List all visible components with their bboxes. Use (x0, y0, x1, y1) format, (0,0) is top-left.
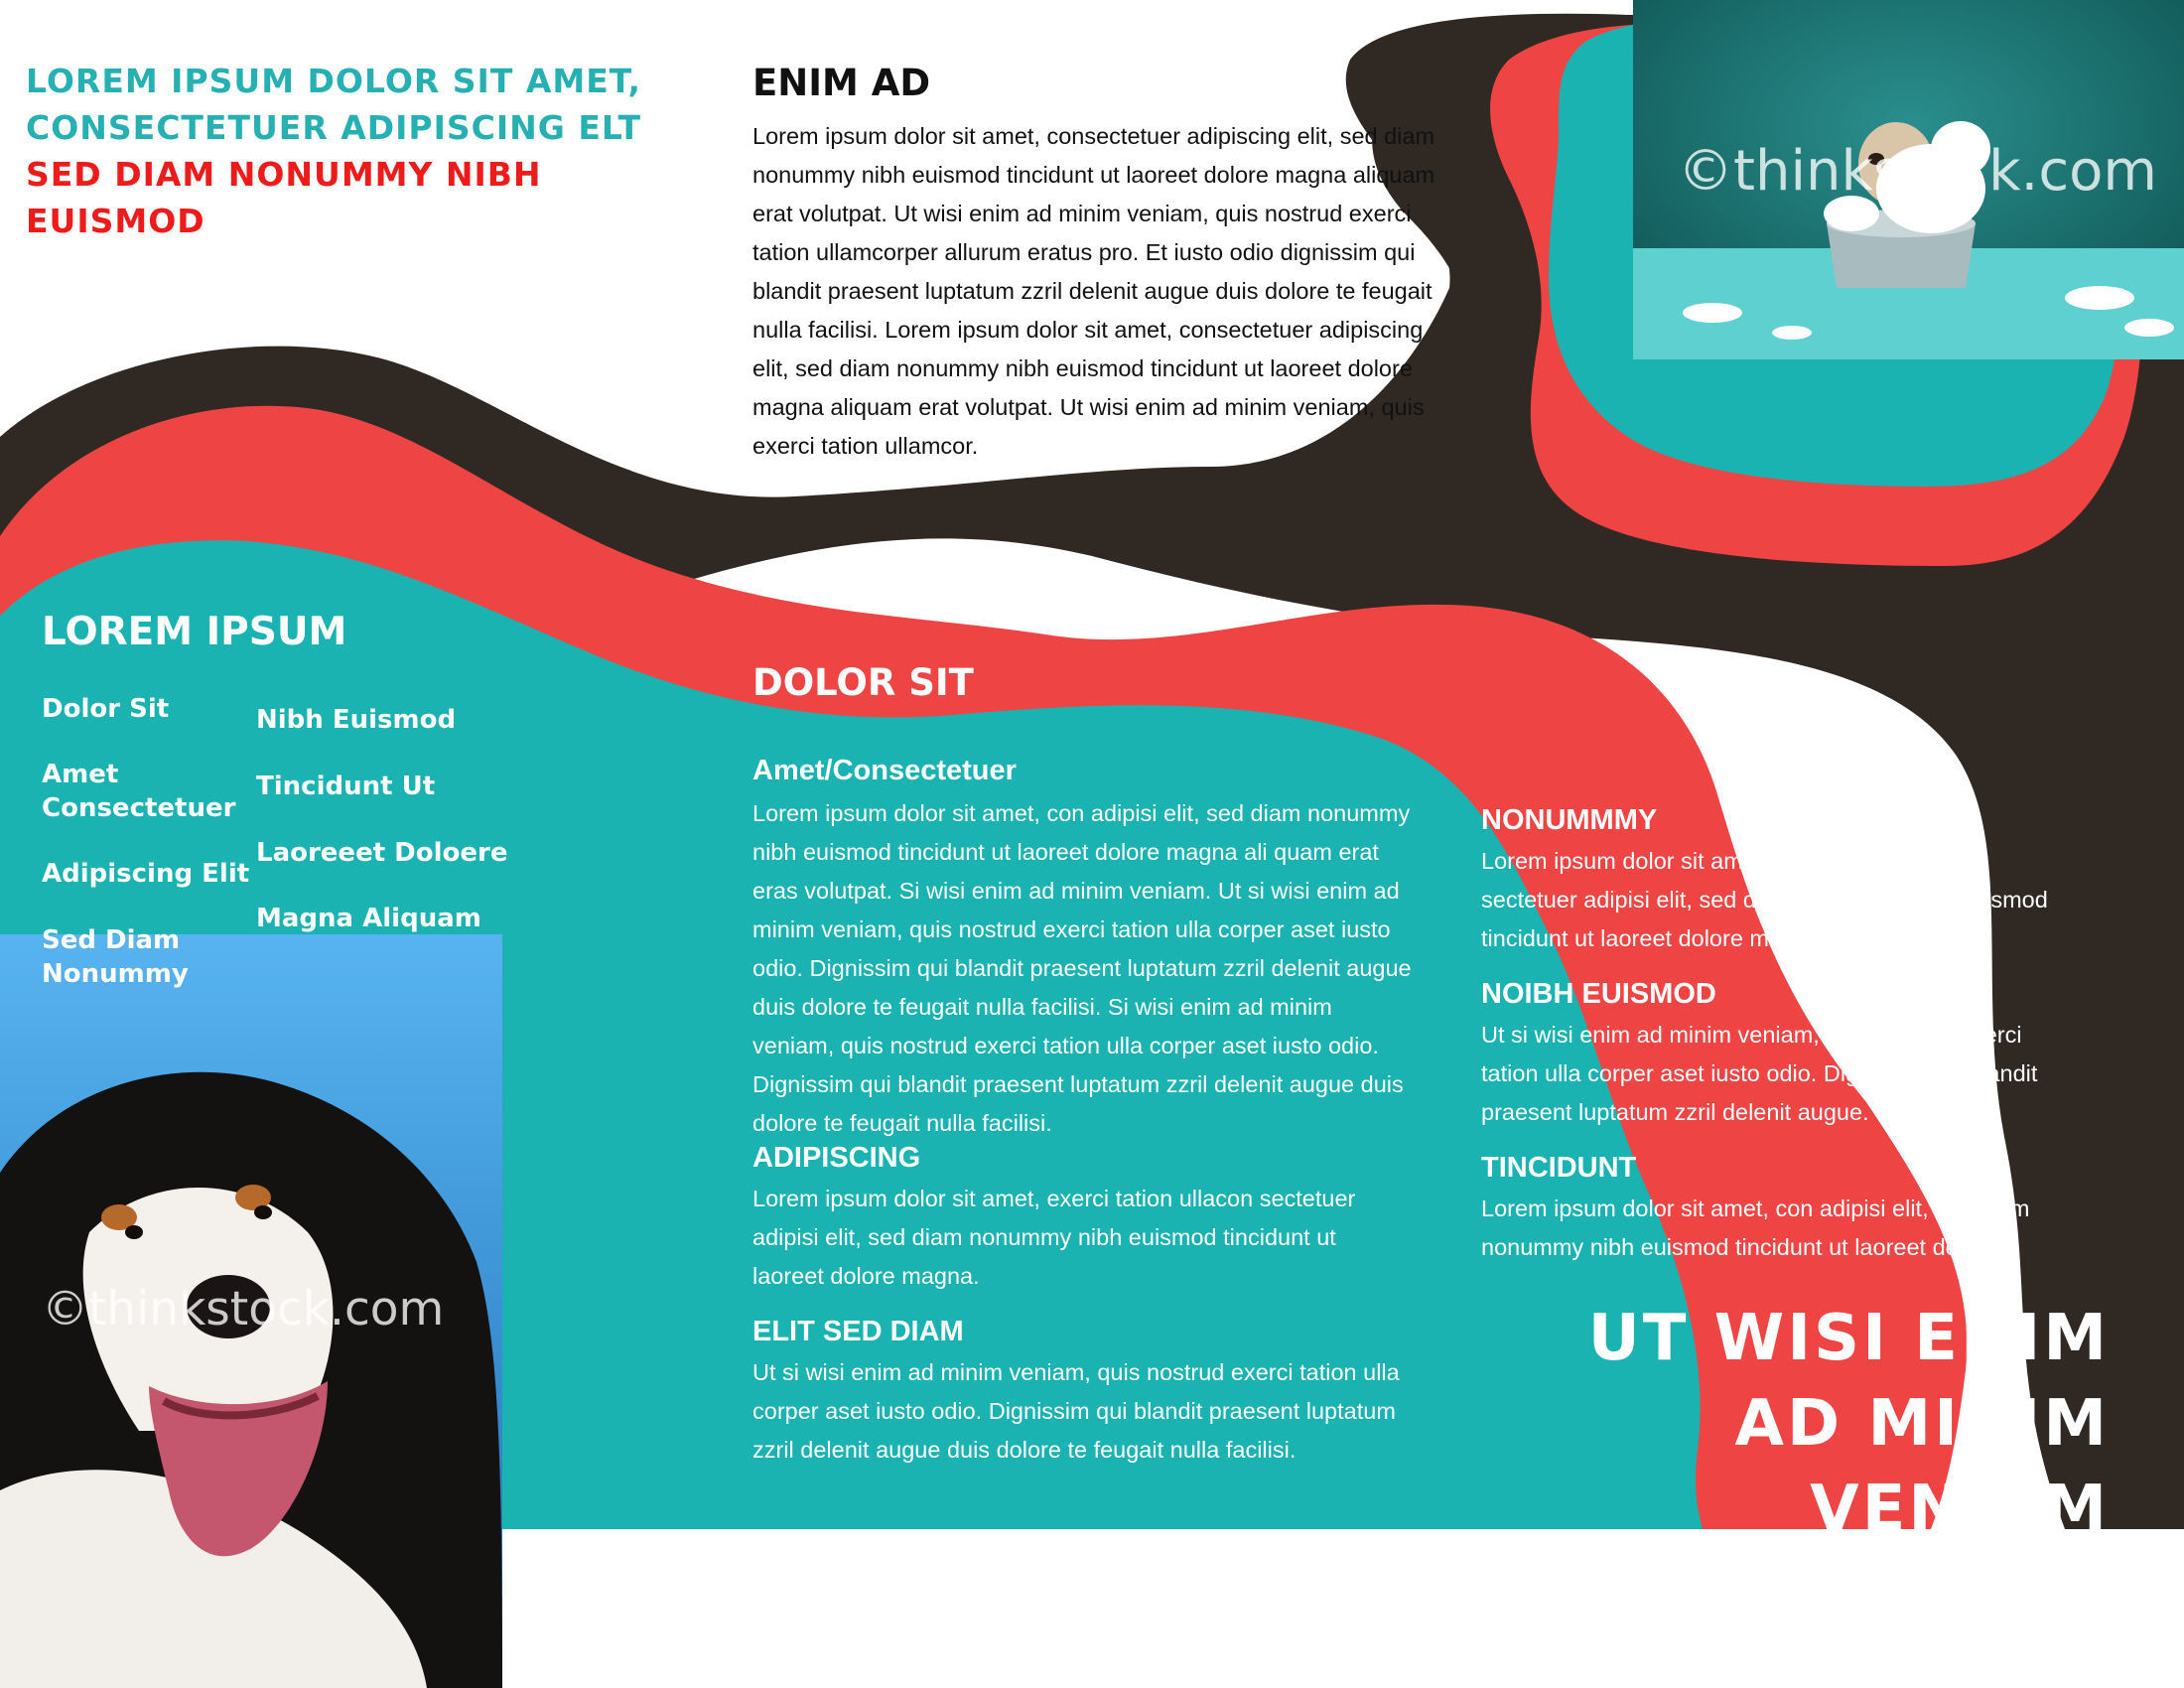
tincidunt-title: TINCIDUNT (1481, 1152, 1637, 1184)
right-column (1481, 804, 2184, 1281)
list-item-sed-diam-nonummy: Sed Diam Nonummy (42, 925, 189, 989)
big-title-line-2: AD MINIM (1734, 1387, 2110, 1461)
enim-ad-heading: ENIM AD (752, 62, 931, 104)
dolor-sit-heading: DOLOR SIT (752, 661, 974, 704)
watermark-text-dog: ©thinkstock.com (42, 1282, 445, 1336)
list-item-tincidunt-ut: Tincidunt Ut (256, 772, 436, 801)
big-title-line-1: UT WISI ENIM (1587, 1302, 2110, 1375)
headline-red: SED DIAM NONUMMY NIBH EUISMOD (26, 155, 542, 240)
list-item-nibh-euismod: Nibh Euismod (256, 705, 457, 735)
headline-teal: LOREM IPSUM DOLOR SIT AMET, CONSECTETUER ADIPISCING ELT (26, 62, 642, 147)
elit-sed-diam-title: ELIT SED DIAM (752, 1316, 964, 1347)
nonummy-title: NONUMMMY (1481, 804, 1658, 836)
sidebar-heading: LOREM IPSUM (42, 610, 347, 654)
puppy-bath-photo (1633, 0, 2184, 359)
adipiscing-title: ADIPISCING (752, 1142, 921, 1174)
noibh-euismod-body: Ut si wisi enim ad minim veniam, quis nostrud exerci tation ulla corper aset iusto odio. Dignissim qui blandit praesent luptatum zzril delenit augue. (1481, 1022, 2038, 1125)
elit-sed-diam-body: Ut si wisi enim ad minim veniam, quis nostrud exerci tation ulla corper aset iusto odio. Dignissim qui blandit praesent luptatum zzril delenit augue duis dolore te feugait nulla facilisi. (752, 1359, 1400, 1463)
amet-consectetuer-body: Lorem ipsum dolor sit amet, con adipisi elit, sed diam nonummy nibh euismod tincidunt ut laoreet dolore magna ali quam erat eras volutpat. Si wisi enim ad minim veniam. Ut si wisi enim ad minim veniam, quis nostrud exerci tation ulla corper aset iusto odio. Dignissim qui blandit praesent luptatum zzril delenit augue duis dolore te feugait nulla facilisi. Si wisi enim ad minim veniam, quis nostrud exerci tation ulla corper aset iusto odio. Dignissim qui blandit praesent luptatum zzril delenit augue duis dolore te feugait nulla facilisi. (752, 800, 1412, 1136)
big-title (1390, 1296, 2110, 1529)
list-item-magna-aliquam: Magna Aliquam (256, 904, 481, 933)
list-item-dolor-sit: Dolor Sit (42, 694, 170, 724)
enim-ad-body: Lorem ipsum dolor sit amet, consectetuer adipiscing elit, sed diam nonummy nibh euismod tincidunt ut laoreet dolore magna aliquam erat volutpat. Ut wisi enim ad minim veniam, quis nostrud exerci tation ullamcorper allurum eratus pro. Et iusto odio dignissim qui blandit praesent luptatum zzril delenit augue duis dolore te feugait nulla facilisi. Lorem ipsum dolor sit amet, consectetuer adipiscing elit, sed diam nonummy nibh euismod tincidunt ut laoreet dolore magna aliquam erat volutpat. Ut wisi enim ad minim veniam, quis exerci tation ullamcor. (752, 123, 1435, 459)
list-item-laoreeet-doloere: Laoreeet Doloere (256, 838, 508, 868)
dog-photo (0, 934, 502, 1688)
noibh-euismod-title: NOIBH EUISMOD (1481, 978, 1716, 1010)
tincidunt-body: Lorem ipsum dolor sit amet, con adipisi elit, sed diam nonummy nibh euismod tincidunt ut laoreet dolore. (1481, 1196, 2030, 1260)
list-item-amet-consectetuer: Amet Consectetuer (42, 760, 236, 823)
watermark-text: ©thinkstock.com (1678, 139, 2157, 204)
amet-consectetuer-title: Amet/Consectetuer (752, 755, 1017, 786)
nonummy-body: Lorem ipsum dolor sit amet, exerci tation ullacon sectetuer adipisi elit, sed diam nonummy nibh euismod tincidunt ut laoreet dolore magna. (1481, 848, 2048, 951)
list-item-adipiscing-elit: Adipiscing Elit (42, 859, 250, 889)
big-title-line-3: VENIAM (1810, 1473, 2110, 1529)
cover-headline (26, 58, 671, 244)
adipiscing-body: Lorem ipsum dolor sit amet, exerci tation ullacon sectetuer adipisi elit, sed diam nonummy nibh euismod tincidunt ut laoreet dolore magna. (752, 1186, 1356, 1289)
